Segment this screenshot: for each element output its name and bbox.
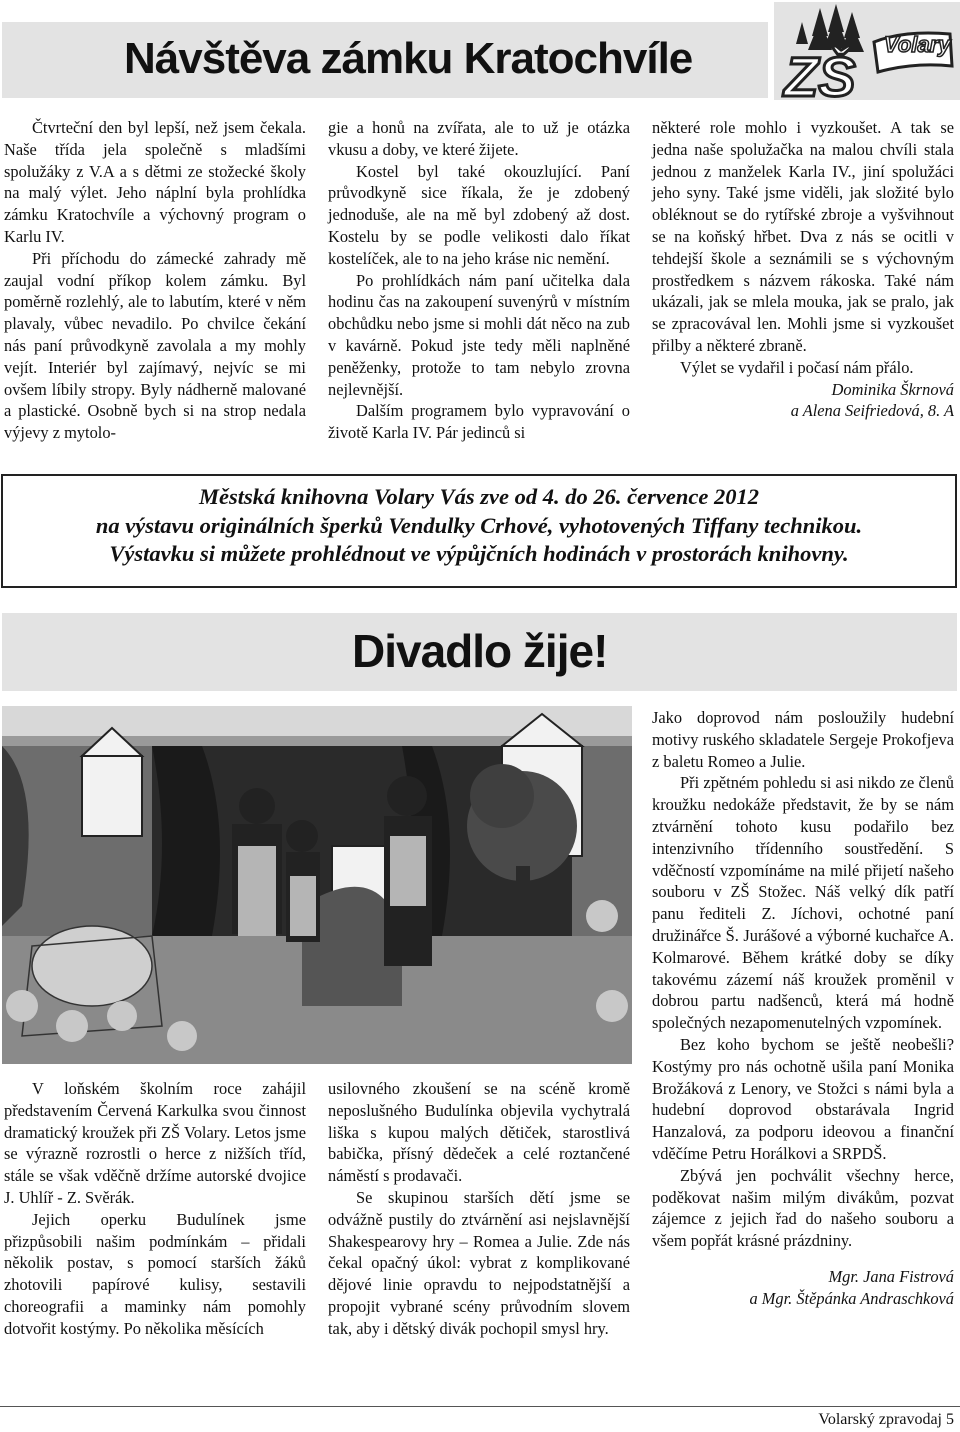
paragraph: Dalším programem bylo vypravování o životě Karla IV. Pár jedinců si — [328, 401, 630, 443]
paragraph: V loňském školním roce zahájil představením Červená Karkulka svou činnost dramatický kroužek při ZŠ Volary. Letos jsme se výrazně rozrostli o herce z nižších tříd, stále se však vděčně držíme autorské dvojice J. Uhlíř - Z. Svěrák. — [4, 1079, 306, 1207]
article2-column-2 — [328, 1078, 630, 1340]
paragraph: Jako doprovod nám posloužily hudební motivy ruského skladatele Sergeje Prokofjeva z baletu Romeo a Julie. — [652, 708, 954, 771]
article-title: Divadlo žije! — [352, 625, 608, 677]
footer-text: Volarský zpravodaj 5 — [818, 1411, 954, 1428]
article1-column-3 — [652, 117, 954, 422]
theatre-photo — [2, 706, 632, 1064]
paragraph: některé role mohlo i vyzkoušet. A tak se jedna naše spolužačka na malou chvíli stala jednou z manželek Karla IV., jiní spolužáci jeho syny. Také jsme viděli, jak složité bylo obléknout se do rytířské zbroje a vyšvihnout se na koňský hřbet. Dva z nás se ocitli v tehdejší škole a seznámili se s výchovným prostředkem s názvem rákoska. Také nám ukázali, jak se mlela mouka, jak se pralo, jak se zpracovával len. Mohli jsme si vyzkoušet přilby a některé zbraně. — [652, 118, 954, 355]
notice-line: na výstavu originálních šperků Vendulky Crhové, vyhotovených Tiffany technikou. — [95, 512, 863, 538]
paragraph: Po prohlídkách nám paní učitelka dala hodinu čas na zakoupení suvenýrů v místním obchůdku nebo jsme si mohli dát něco na zub v kavárně. Pokud jste tedy měli naplněné peněženky, protože to tam nebylo zrovna nejlevnější. — [328, 270, 630, 399]
paragraph: Při zpětném pohledu si asi nikdo ze členů kroužku nedokáže představit, že by se nám ztvárnění tohoto kusu podařilo bez intenzivního třídenního soustředění. S vděčností vzpomínáme na milé přijetí našeho souboru v ZŠ Stožec. Náš velký dík patří panu řediteli Z. Jíchovi, ochotné paní družinářce Š. Jurášové a výborné kuchařce A. Kolmarové. Během krátké doby se díky takovému zázemí náš kroužek proměnil v dobrou partu nadšenců, která má hodně společných nezapomenutelných vzpomínek. — [652, 773, 954, 1033]
paragraph: Bez koho bychom se ještě neobešli? Kostýmy pro nás ochotně ušila paní Monika Brožáková z Lenory, ve Stožci s námi byla a hudební doprovod obstarávala Ingrid Hanzalová, za podporu ideovou a finanční vděčíme Petru Horálkovi a SRPDŠ. — [652, 1034, 954, 1163]
notice-line: Městská knihovna Volary Vás zve od 4. do 26. července 2012 — [199, 484, 759, 509]
article1-column-2 — [328, 117, 630, 444]
notice-line: Výstavku si můžete prohlédnout ve výpůjčních hodinách v prostorách knihovny. — [109, 541, 849, 566]
paragraph: Zbývá jen pochválit všechny herce, poděkovat našim milým divákům, pozvat zájemce z jejich řad do našeho souboru a všem popřát krásné prázdniny. — [652, 1165, 954, 1251]
paragraph: usilovného zkoušení se na scéně kromě neposlušného Budulínka objevila vychytralá liška s kupou malých dětiček, starostlivá babička, přísný dědeček a celé roztančené náměstí s prodavači. — [328, 1079, 630, 1186]
logo-volary: Volary — [884, 32, 951, 57]
article2-column-1 — [4, 1078, 306, 1340]
page-footer — [0, 1406, 960, 1428]
author-signature: a Alena Seifriedová, 8. A — [790, 401, 954, 421]
paragraph: Čtvrteční den byl lepší, než jsem čekala. Naše třída jela společně s mladšími spolužáky z V.A a s dětmi ze stožecké školy na malý výlet. Jeho náplní byla prohlídka zámku Kratochvíle a výchovný program o Karlu IV. — [4, 118, 306, 246]
logo-zs: ZŠ — [784, 45, 856, 100]
author-signature: Dominika Škrnová — [831, 379, 954, 399]
paragraph: Se skupinou starších dětí jsme se odvážně pustily do ztvárnění asi nejslavnější Shakespearovy hry – Romea a Julie. Zde nás čekal opačný úkol: vybrat z komplikované dějové linie opravdu to nejpodstatnější a propojit vybrané scény průvodním slovem tak, aby i dětský divák pochopil smysl hry. — [328, 1187, 630, 1338]
school-logo — [774, 2, 960, 100]
paragraph: Výlet se vydařil i počasí nám přálo. — [680, 357, 914, 377]
paragraph: Při příchodu do zámecké zahrady mě zaujal vodní příkop kolem zámku. Byl poměrně rozlehlý, ale to labutím, které v něm plavaly, vůbec nevadilo. Po chvilce čekání nás paní průvodkyně zavolala a my mohly vejít. Interiér byl zajímavý, nejvíc se mi ovšem líbily stropy. Byly nádherně malované a plastické. Osobně bych si na strop nedala výjevy z mytolo- — [4, 248, 306, 443]
article-title: Návštěva zámku Kratochvíle — [124, 34, 693, 83]
paragraph: gie a honů na zvířata, ale to už je otázka vkusu a doby, ve které žijete. — [328, 118, 630, 159]
author-signature: a Mgr. Štěpánka Andraschková — [749, 1288, 954, 1308]
article1-column-1 — [4, 117, 306, 444]
paragraph: Jejich operku Budulínek jsme přizpůsobili našim podmínkám – přidali několik postav, s pomocí starších žáků zhotovili papírové kulisy, sestavili choreografii a maminky nám pomohly dotvořit kostýmy. Po několika měsících — [4, 1209, 306, 1338]
paragraph: Kostel byl také okouzlující. Paní průvodkyně sice říkala, že je zdobený jednoduše, ale na mě byl zdobený až dost. Kostelu by se podle velikosti dalo říkat kostelíček, ale to na jeho kráse nic nemění. — [328, 161, 630, 268]
author-signature: Mgr. Jana Fistrová — [828, 1266, 954, 1286]
article2-column-3 — [652, 707, 954, 1310]
library-notice — [1, 474, 957, 588]
